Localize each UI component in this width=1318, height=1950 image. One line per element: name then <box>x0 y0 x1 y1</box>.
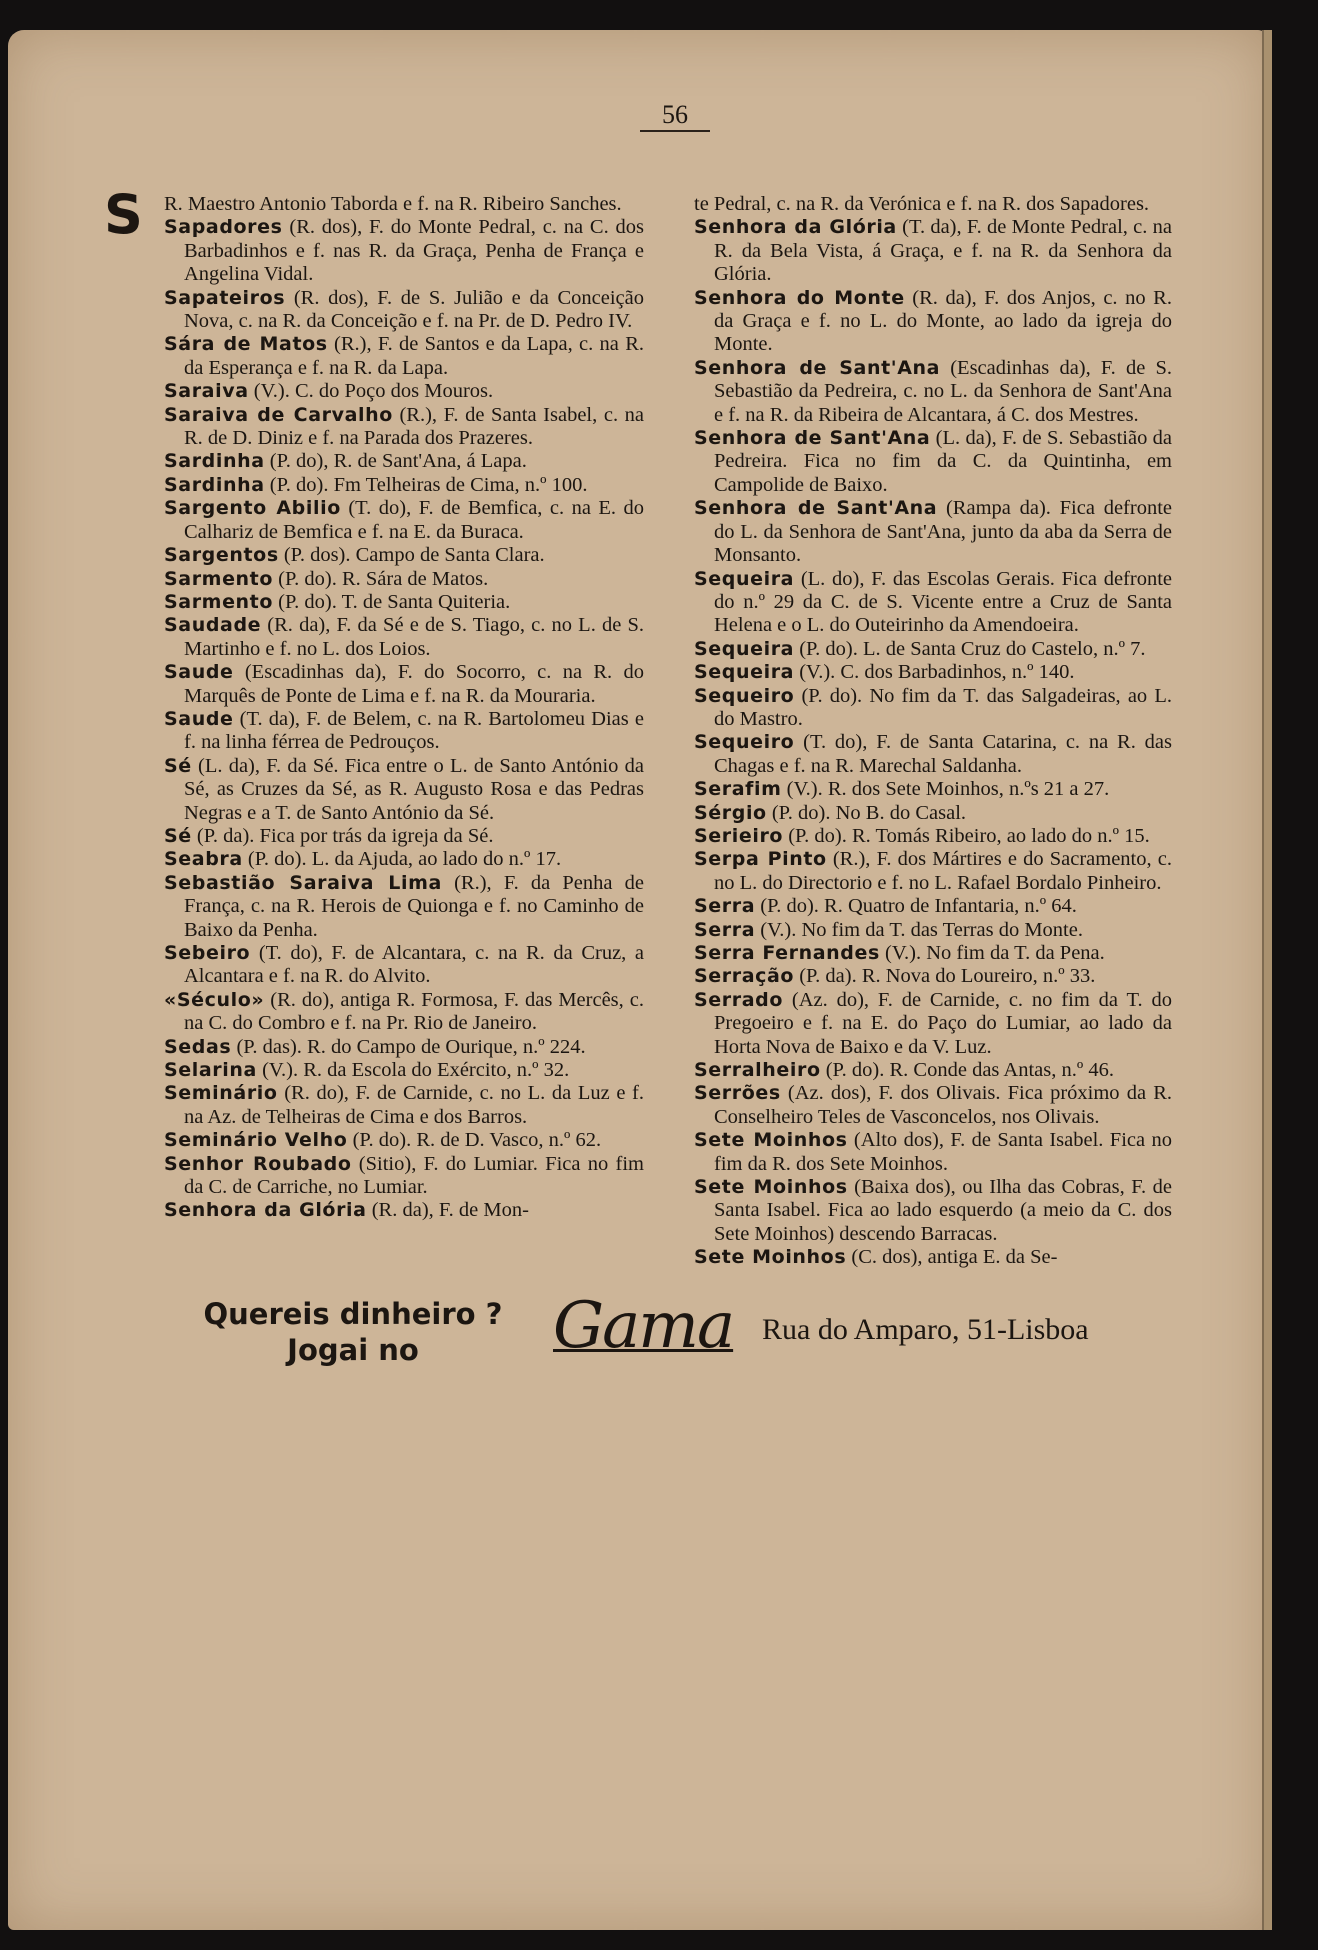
entry-text: (V.). R. da Escola do Exército, n.º 32. <box>256 1059 570 1082</box>
directory-entry <box>164 404 644 451</box>
page-edge <box>1262 30 1272 1930</box>
entry-headword: Sardinha <box>164 450 265 473</box>
entry-headword: Serrado <box>694 988 783 1011</box>
directory-entry <box>694 357 1172 427</box>
directory-entry <box>694 685 1172 732</box>
entry-text: (Alto dos), F. de Santa Isabel. Fica no fim da R. dos Sete Moinhos. <box>714 1129 1172 1175</box>
entry-text: (T. do), F. de Alcantara, c. na R. da Cruz, a Alcantara e f. na R. do Alvito. <box>184 942 644 988</box>
entry-text: (R.), F. da Penha de França, c. na R. Herois de Quionga e f. no Caminho de Baixo da Penha. <box>184 871 644 941</box>
entry-headword: Serração <box>694 965 795 988</box>
ad-address: Rua do Amparo, 51-Lisboa <box>762 1313 1089 1346</box>
entry-headword: Saude <box>164 707 234 730</box>
entry-headword: Sete Moinhos <box>694 1176 848 1199</box>
directory-entry <box>694 989 1172 1059</box>
directory-entry <box>164 1082 644 1129</box>
entry-text: (R. da), F. dos Anjos, c. no R. da Graça e f. no L. do Monte, ao lado da igreja do Monte. <box>714 286 1172 356</box>
entry-text: (L. da), F. de S. Sebastião da Pedreira. Fica no fim da C. da Quintinha, em Campolide de Baixo. <box>714 427 1173 496</box>
entry-text: (V.). No fim da T. das Terras do Monte. <box>755 918 1083 941</box>
entry-text: (Az. do), F. de Carnide, c. no fim da T. do Pregoeiro e f. na E. do Paço do Lumiar, ao lado da Horta Nova de Baixo e da V. Luz. <box>714 988 1172 1058</box>
directory-entry <box>164 333 644 380</box>
directory-entry <box>164 287 644 334</box>
directory-entry <box>694 895 1172 918</box>
entry-text: (P. do). R. Quatro de Infantaria, n.º 64. <box>755 895 1077 918</box>
entry-text: (P. do). No B. do Casal. <box>766 801 967 824</box>
directory-entry <box>164 497 644 544</box>
directory-entry <box>694 497 1172 567</box>
entry-text: (R. da), F. da Sé e de S. Tiago, c. no L. de S. Martinho e f. no L. dos Loios. <box>184 614 644 660</box>
entry-headword: Sete Moinhos <box>694 1129 848 1152</box>
entry-headword: Serra <box>694 895 756 918</box>
directory-entry <box>694 427 1172 497</box>
entry-text: (Baixa dos), ou Ilha das Cobras, F. de Santa Isabel. Fica ao lado esquerdo (a meio da C. dos Sete Moinhos) descendo Barracas. <box>714 1176 1172 1245</box>
entry-text: (V.). C. do Poço dos Mouros. <box>248 380 494 403</box>
directory-entry <box>164 1199 644 1222</box>
entry-headword: Sapateiros <box>164 286 286 309</box>
entry-headword: Serieiro <box>694 824 784 847</box>
entry-text: (Rampa da). Fica defronte do L. da Senhora de Sant'Ana, junto da aba da Serra de Monsanto. <box>714 497 1172 567</box>
entry-text: (R. dos), F. de S. Julião e da Conceição Nova, c. na R. da Conceição e f. na Pr. de D. Pedro IV. <box>184 286 644 333</box>
directory-entry <box>164 1036 644 1059</box>
entry-headword: Senhora de Sant'Ana <box>694 427 931 450</box>
directory-entry <box>694 193 1172 216</box>
directory-entry <box>164 544 644 567</box>
entry-headword: Sára de Matos <box>164 333 328 356</box>
entry-text: (P. do). R. Sára de Matos. <box>273 567 489 590</box>
entry-headword: Sete Moinhos <box>694 1246 847 1269</box>
directory-entry <box>694 1059 1172 1082</box>
entry-text: te Pedral, c. na R. da Verónica e f. na R. dos Sapadores. <box>694 193 1150 215</box>
entry-headword: Sarmento <box>164 567 274 590</box>
entry-headword: Sebastião Saraiva Lima <box>164 871 442 894</box>
entry-text: (P. do). L. de Santa Cruz do Castelo, n.º 7. <box>794 637 1146 660</box>
entry-headword: Serralheiro <box>694 1059 821 1082</box>
entry-text: (V.). R. dos Sete Moinhos, n.ºs 21 a 27. <box>781 778 1110 801</box>
entry-headword: Sargento Abilio <box>164 497 341 520</box>
directory-entry <box>694 942 1172 965</box>
entry-text: (R. da), F. de Mon- <box>366 1199 529 1222</box>
entry-text: (P. do). R. de D. Vasco, n.º 62. <box>347 1129 602 1152</box>
entry-headword: Sequeira <box>694 637 795 660</box>
directory-entry <box>694 825 1172 848</box>
directory-entry <box>694 848 1172 895</box>
entry-text: (P. do). R. Tomás Ribeiro, ao lado do n.º 15. <box>783 824 1150 847</box>
entry-headword: Sargentos <box>164 544 279 567</box>
right-column <box>694 193 1172 1270</box>
entry-headword: Saraiva de Carvalho <box>164 403 393 426</box>
page-number: 56 <box>640 100 710 132</box>
entry-text: (P. do). No fim da T. das Salgadeiras, ao L. do Mastro. <box>714 684 1172 730</box>
entry-headword: Serra <box>694 918 756 941</box>
directory-entry <box>164 568 644 591</box>
entry-headword: Seminário <box>164 1082 278 1105</box>
directory-entry <box>694 1129 1172 1176</box>
directory-entry <box>694 1176 1172 1246</box>
directory-entry <box>164 708 644 755</box>
directory-entry <box>164 193 644 216</box>
entry-text: (T. do), F. de Santa Catarina, c. na R. das Chagas e f. na R. Marechal Saldanha. <box>714 731 1172 777</box>
entry-headword: Sequeiro <box>694 684 795 707</box>
directory-entry <box>694 287 1172 357</box>
entry-text: (T. da), F. de Monte Pedral, c. na R. da Bela Vista, á Graça, e f. na R. da Senhora da Glória. <box>714 216 1172 286</box>
entry-text: (R.), F. de Santa Isabel, c. na R. de D. Diniz e f. na Parada dos Prazeres. <box>184 403 644 450</box>
entry-text: (P. dos). Campo de Santa Clara. <box>278 544 545 567</box>
entry-headword: Sardinha <box>164 473 265 496</box>
entry-text: (R. dos), F. do Monte Pedral, c. na C. dos Barbadinhos e f. nas R. da Graça, Penha de França e Angelina Vidal. <box>184 216 644 286</box>
entry-headword: Senhora da Glória <box>694 216 897 239</box>
entry-text: (R. do), antiga R. Formosa, F. das Mercês, c. na C. do Combro e f. na Pr. Rio de Janeiro. <box>184 988 644 1035</box>
entry-text: (L. da), F. da Sé. Fica entre o L. de Santo António da Sé, as Cruzes da Sé, as R. Augusto Rosa e das Pedras Negras e a T. de Santo António da Sé. <box>184 754 644 824</box>
entry-text: (C. dos), antiga E. da Se- <box>846 1246 1058 1269</box>
entry-text: (R.), F. dos Mártires e do Sacramento, c. no L. do Directorio e f. no L. Rafael Bordalo Pinheiro. <box>714 848 1172 894</box>
directory-entry <box>694 638 1172 661</box>
directory-entry <box>164 942 644 989</box>
entry-text: (P. do). R. Conde das Antas, n.º 46. <box>820 1059 1114 1082</box>
entry-headword: Sapadores <box>164 216 283 239</box>
ad-brand-logo: Gama <box>553 1289 734 1363</box>
entry-headword: Sequeira <box>694 661 795 684</box>
entry-headword: Sarmento <box>164 590 274 613</box>
entry-headword: Selarina <box>164 1059 257 1082</box>
entry-headword: «Século» <box>164 988 265 1011</box>
directory-entry <box>164 825 644 848</box>
entry-headword: Seminário Velho <box>164 1129 348 1152</box>
entry-text: (T. do), F. de Bemfica, c. na E. do Calhariz de Bemfica e f. na E. da Buraca. <box>184 497 645 543</box>
directory-entry <box>164 661 644 708</box>
entry-text: (R. do), F. de Carnide, c. no L. da Luz e f. na Az. de Telheiras de Cima e dos Barros. <box>184 1082 644 1128</box>
entry-headword: Sebeiro <box>164 942 251 964</box>
entry-headword: Serafim <box>694 778 782 801</box>
entry-headword: Sequeiro <box>694 731 795 754</box>
entry-headword: Sérgio <box>694 801 767 824</box>
entry-text: (P. das). R. do Campo de Ourique, n.º 224. <box>231 1035 586 1058</box>
entry-text: (P. da). R. Nova do Loureiro, n.º 33. <box>794 965 1096 988</box>
directory-entry <box>694 661 1172 684</box>
ad-slogan-line1: Quereis dinheiro ? <box>203 1297 503 1331</box>
entry-headword: Senhora de Sant'Ana <box>694 497 938 520</box>
directory-entry <box>164 1129 644 1152</box>
directory-entry <box>694 1246 1172 1269</box>
directory-entry <box>164 474 644 497</box>
entry-headword: Sé <box>164 754 192 777</box>
directory-entry <box>694 802 1172 825</box>
entry-headword: Sé <box>164 824 192 847</box>
entry-text: (P. do). T. de Santa Quiteria. <box>273 590 511 613</box>
directory-entry <box>694 919 1172 942</box>
entry-headword: Serrões <box>694 1082 781 1105</box>
directory-entry <box>164 848 644 871</box>
entry-headword: Saraiva <box>164 380 249 403</box>
directory-entry <box>164 591 644 614</box>
directory-entry <box>164 216 644 286</box>
entry-headword: Senhora do Monte <box>694 286 905 309</box>
entry-headword: Serra Fernandes <box>694 942 880 964</box>
directory-entry <box>164 755 644 825</box>
entry-text: (P. do), R. de Sant'Ana, á Lapa. <box>264 450 527 473</box>
directory-entry <box>164 1153 644 1200</box>
ad-slogan-line2: Jogai no <box>287 1333 419 1367</box>
entry-headword: Sedas <box>164 1035 232 1058</box>
entry-text: (V.). C. dos Barbadinhos, n.º 140. <box>794 661 1075 684</box>
directory-entry <box>694 778 1172 801</box>
entry-headword: Seabra <box>164 848 243 871</box>
entry-headword: Sequeira <box>694 567 795 590</box>
left-column <box>164 193 644 1223</box>
entry-text: (Sitio), F. do Lumiar. Fica no fim da C. de Carriche, no Lumiar. <box>184 1152 644 1199</box>
entry-headword: Saudade <box>164 614 262 637</box>
ad-slogan <box>158 1296 548 1368</box>
entry-headword: Serpa Pinto <box>694 848 827 871</box>
entry-text: (T. da), F. de Belem, c. na R. Bartolomeu Dias e f. na linha férrea de Pedrouços. <box>184 707 644 754</box>
directory-entry <box>164 614 644 661</box>
entry-text: (P. do). L. da Ajuda, ao lado do n.º 17. <box>242 848 562 871</box>
directory-entry <box>694 965 1172 988</box>
directory-entry <box>164 989 644 1036</box>
book-page <box>8 30 1268 1930</box>
entry-text: (P. do). Fm Telheiras de Cima, n.º 100. <box>264 473 588 496</box>
entry-text: (R.), F. de Santos e da Lapa, c. na R. da Esperança e f. na R. da Lapa. <box>184 333 644 379</box>
entry-headword: Saude <box>164 661 234 684</box>
entry-text: (L. do), F. das Escolas Gerais. Fica defronte do n.º 29 da C. de S. Vicente entre a Cruz de Santa Helena e o L. do Outeirinho da Amendoeira. <box>714 567 1172 637</box>
entry-text: (Escadinhas da), F. de S. Sebastião da Pedreira, c. no L. da Senhora de Sant'Ana e f. na R. da Ribeira de Alcantara, á C. dos Mestres. <box>714 356 1173 426</box>
directory-entry <box>164 380 644 403</box>
entry-text: R. Maestro Antonio Taborda e f. na R. Ribeiro Sanches. <box>164 193 622 215</box>
section-letter: S <box>104 183 143 246</box>
entry-headword: Senhor Roubado <box>164 1152 352 1175</box>
directory-entry <box>164 1059 644 1082</box>
directory-entry <box>694 216 1172 286</box>
directory-entry <box>694 731 1172 778</box>
entry-text: (V.). No fim da T. da Pena. <box>879 942 1105 964</box>
entry-headword: Senhora da Glória <box>164 1199 367 1222</box>
directory-entry <box>164 872 644 942</box>
advertisement <box>158 1290 1178 1370</box>
entry-text: (Az. dos), F. dos Olivais. Fica próximo da R. Conselheiro Teles de Vasconcelos, nos Olivais. <box>714 1082 1172 1128</box>
entry-text: (P. da). Fica por trás da igreja da Sé. <box>191 824 494 847</box>
directory-entry <box>164 450 644 473</box>
entry-headword: Senhora de Sant'Ana <box>694 356 941 379</box>
entry-text: (Escadinhas da), F. do Socorro, c. na R. do Marquês de Ponte de Lima e f. na R. da Mouraria. <box>184 661 644 707</box>
directory-entry <box>694 568 1172 638</box>
directory-entry <box>694 1082 1172 1129</box>
